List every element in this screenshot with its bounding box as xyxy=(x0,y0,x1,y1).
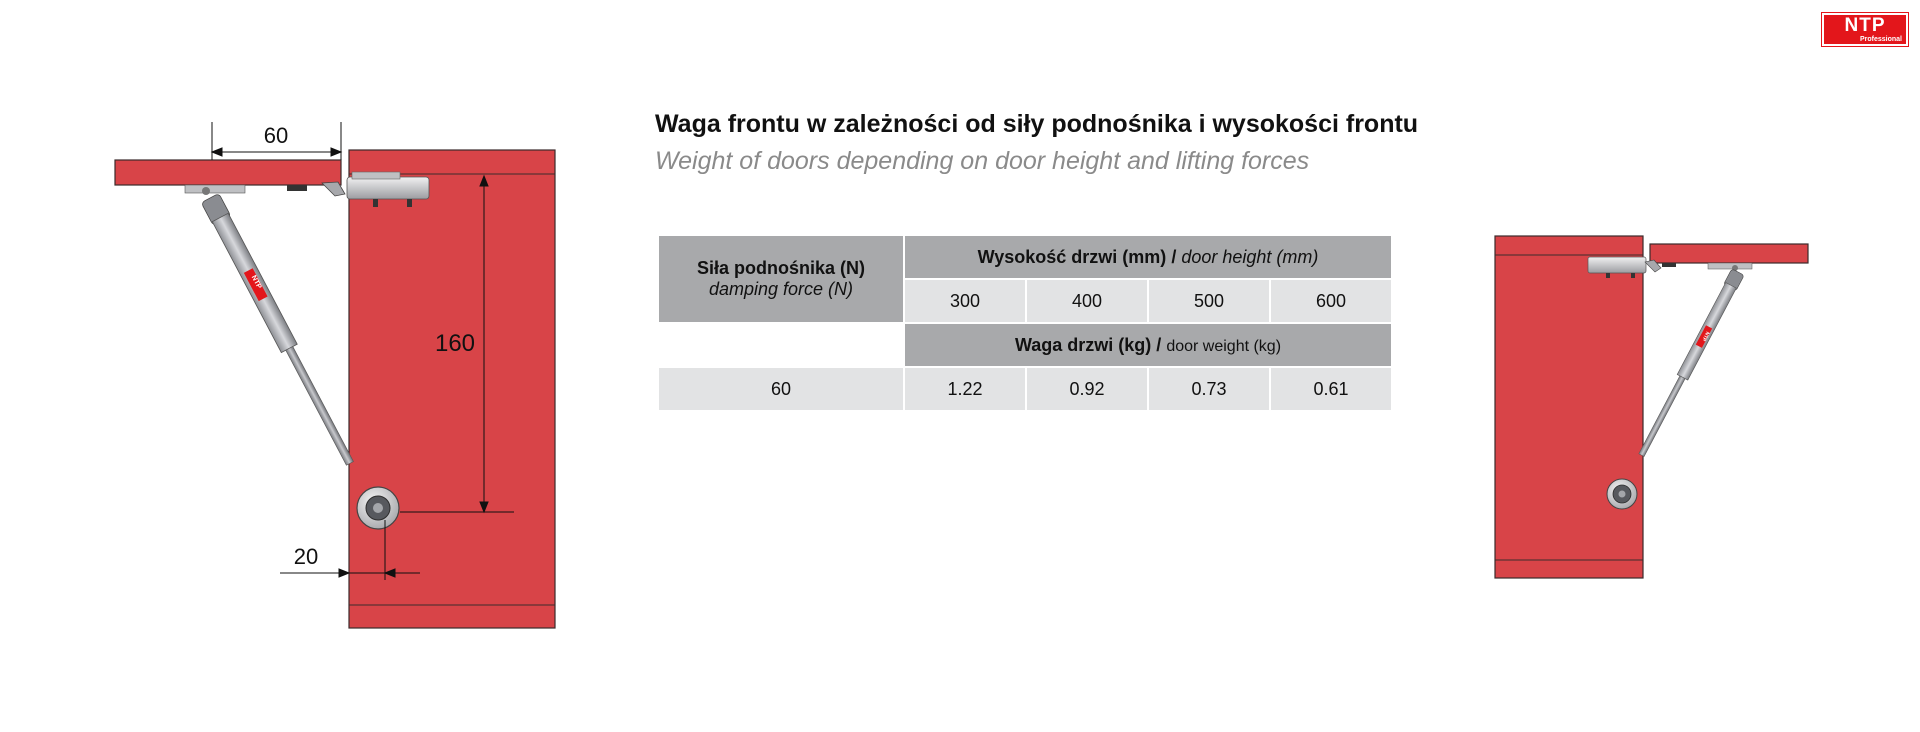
weight-cell: 0.61 xyxy=(1270,367,1392,411)
weight-header-en: door weight (kg) xyxy=(1166,337,1282,355)
row-header-en: damping force (N) xyxy=(708,279,854,299)
cabinet-side xyxy=(1495,236,1643,578)
weight-header-sep: / xyxy=(1151,334,1167,355)
weight-cell: 0.92 xyxy=(1026,367,1148,411)
page-subtitle: Weight of doors depending on door height and lifting forces xyxy=(655,147,1310,175)
dimension-160-label: 160 xyxy=(434,330,476,357)
height-header-en: door height (mm) xyxy=(1181,246,1319,267)
logo-subtext: Professional xyxy=(1859,36,1902,43)
strut-brand-label: NTP xyxy=(249,274,263,291)
left-diagram xyxy=(115,122,555,628)
height-cell: 400 xyxy=(1026,279,1148,323)
dimension-20-label: 20 xyxy=(293,544,319,569)
height-header-sep: / xyxy=(1166,246,1182,267)
strut-brand-label: NTP xyxy=(1700,330,1711,342)
weight-cell: 1.22 xyxy=(904,367,1026,411)
right-diagram xyxy=(1495,236,1808,578)
door-bracket-icon xyxy=(185,185,307,195)
dimension-60-label: 60 xyxy=(263,123,289,148)
force-cell: 60 xyxy=(658,367,904,411)
weight-cell: 0.73 xyxy=(1148,367,1270,411)
cabinet-side xyxy=(349,150,555,628)
height-header-pl: Wysokość drzwi (mm) xyxy=(977,246,1167,267)
page-title: Waga frontu w zależności od siły podnośnika i wysokości frontu xyxy=(655,110,1419,138)
row-header-pl: Siła podnośnika (N) xyxy=(696,258,865,278)
height-cell: 600 xyxy=(1270,279,1392,323)
door-panel xyxy=(115,160,341,185)
logo-text: NTP xyxy=(1844,15,1886,36)
height-cell: 300 xyxy=(904,279,1026,323)
door-panel xyxy=(1650,244,1808,263)
door-bracket-icon xyxy=(1662,263,1752,271)
weight-header-pl: Waga drzwi (kg) xyxy=(1014,334,1152,355)
height-cell: 500 xyxy=(1148,279,1270,323)
